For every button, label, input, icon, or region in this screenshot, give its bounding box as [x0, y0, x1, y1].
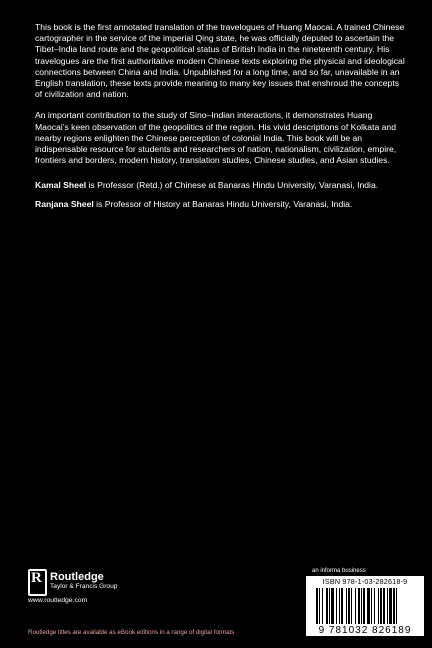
barcode-bar	[374, 588, 375, 624]
barcode-bar	[363, 588, 365, 624]
barcode-bar	[341, 588, 343, 624]
routledge-logo-icon: R	[28, 569, 47, 596]
informa-note: an informa business	[312, 568, 366, 574]
barcode-bars	[316, 588, 416, 624]
barcode-bar	[378, 588, 379, 624]
book-description	[35, 22, 405, 176]
barcode-bar	[383, 588, 385, 624]
barcode-bar	[355, 588, 356, 624]
barcode-bar	[348, 588, 350, 624]
barcode-bar	[396, 588, 397, 624]
barcode-bar	[393, 588, 395, 624]
barcode-bar	[380, 588, 382, 624]
barcode-bar	[361, 588, 362, 624]
barcode-digits: 9 781032 826189	[318, 625, 412, 636]
publisher-name: Routledge	[50, 571, 104, 583]
barcode-bar	[371, 588, 372, 624]
barcode-bar	[367, 588, 370, 624]
author-bio-1	[35, 180, 405, 191]
barcode-bar	[339, 588, 340, 624]
barcode-bar	[316, 588, 318, 624]
publisher-url: www.routledge.com	[28, 597, 88, 604]
barcode-bar	[351, 588, 352, 624]
barcode-bar	[322, 588, 323, 624]
barcode-bar	[358, 588, 360, 624]
author-name-1: Kamal Sheel	[35, 180, 87, 190]
description-paragraph-2: An important contribution to the study of Sino–Indian interactions, it demonstrates Huang Maocai’s keen observation of the geopolitics of the region. His vivid descriptions of Kolkata and nearby regions enlighten the Chinese perception of colonial India. This book will be an indispensable resource for students and researchers of nation, nationalism, civilization, empire, frontiers and borders, modern history, translation studies, Chinese studies, and Asian studies.	[35, 110, 397, 166]
barcode-bar	[387, 588, 388, 624]
author-bio-text-1: is Professor (Retd.) of Chinese at Banaras Hindu University, Varanasi, India.	[86, 180, 379, 190]
isbn-barcode	[306, 576, 424, 636]
barcode-bar	[329, 588, 330, 624]
isbn-text: ISBN 978-1-03-282618-9	[322, 577, 408, 586]
publisher-group: Taylor & Francis Group	[50, 583, 118, 590]
barcode-bar	[336, 588, 337, 624]
author-bio-text-2: is Professor of History at Banaras Hindu University, Varanasi, India.	[93, 199, 353, 209]
barcode-bar	[331, 588, 334, 624]
author-name-2: Ranjana Sheel	[35, 199, 94, 209]
barcode-bar	[389, 588, 392, 624]
description-paragraph-1: This book is the first annotated translation of the travelogues of Huang Maocai. A trained Chinese cartographer in the service of the imperial Qing state, he was officially deputed to ascertain the Tibet–India land route and the geopolitical status of British India in the nineteenth century. His travelogues are the first authoritative modern Chinese texts exploring the physical and ideological connections between China and India. Unpublished for a long time, and so far, unavailable in an English translation, these texts provide meaning to many key issues that enshroud the concepts of civilization and nation.	[35, 22, 405, 100]
barcode-bar	[319, 588, 320, 624]
ebook-note: Routledge titles are available as eBook editions in a range of digital formats	[28, 629, 235, 636]
author-bio-2	[35, 199, 405, 210]
barcode-bar	[326, 588, 328, 624]
barcode-bar	[346, 588, 347, 624]
